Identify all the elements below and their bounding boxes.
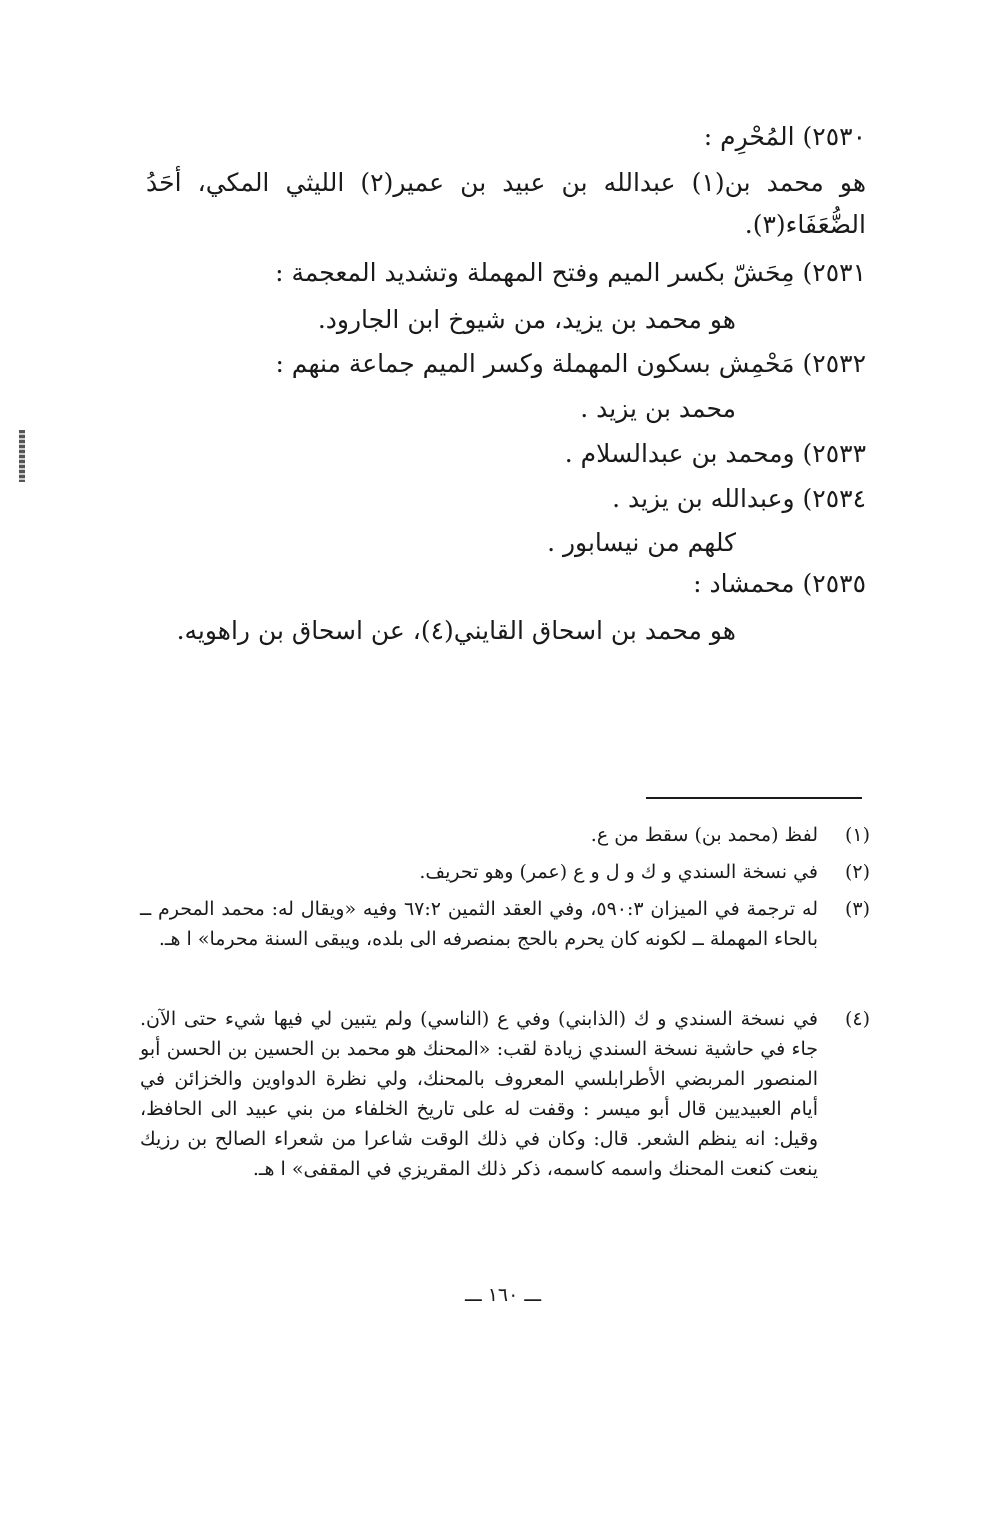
entry-2530-line-1: هو محمد بن(١) عبدالله بن عبيد بن عمير(٢) الليثي المكي، أحَدُ [146, 168, 867, 197]
entry-2530-heading: ٢٥٣٠) المُحْرِم : [703, 122, 866, 151]
footnote-separator [646, 797, 862, 799]
footnote-2-mark: (٢) [844, 861, 870, 883]
margin-scan-mark [19, 430, 25, 482]
footnote-2 [138, 857, 870, 887]
footnote-1-mark: (١) [844, 824, 870, 846]
page-number: ـــ ١٦٠ ـــ [464, 1284, 542, 1306]
entry-2531-heading: ٢٥٣١) مِحَشّ بكسر الميم وفتح المهملة وتشديد المعجمة : [275, 258, 866, 287]
footnote-4-mark: (٤) [844, 1008, 870, 1030]
footnote-4 [140, 1004, 870, 1184]
entry-2535-heading: ٢٥٣٥) محمشاد : [693, 569, 866, 598]
footnote-1 [138, 820, 870, 850]
entry-2532-heading: ٢٥٣٢) مَحْمِش بسكون المهملة وكسر الميم جماعة منهم : [275, 349, 866, 378]
entry-2530-line-2: الضُّعَفَاء(٣). [744, 210, 866, 239]
footnote-3 [140, 894, 870, 954]
entry-2531-body: هو محمد بن يزيد، من شيوخ ابن الجارود. [317, 305, 736, 334]
footnote-1-text: لفظ (محمد بن) سقط من ع. [590, 824, 818, 846]
footnote-4-text: في نسخة السندي و ك (الذابني) وفي ع (الناسي) ولم يتبين لي فيها شيء حتى الآن. جاء في حاشية نسخة السندي زيادة لقب: «المحنك هو محمد بن الحسين بن الحسن أبو المنصور المربضي الأطرابلسي المعروف بالمحنك، ولي نظرة الدواوين والخزائن في أيام العبيديين قال أبو ميسر : وقفت له على تاريخ الخلفاء من بني عبيد الى الحافظ، وقيل: انه ينظم الشعر. قال: وكان في ذلك الوقت شاعرا من شعراء الصالح بن رزيك ينعت كنعت المحنك واسمه كاسمه، ذكر ذلك المقريزي في المقفى» ا هـ. [140, 1008, 818, 1180]
footnote-3-text: له ترجمة في الميزان ٥٩٠:٣، وفي العقد الثمين ٦٧:٢ وفيه «ويقال له: محمد المحرم ــ بالحاء المهملة ــ لكونه كان يحرم بالحج بمنصرفه الى بلده، ويبقى السنة محرما» ا هـ. [140, 898, 819, 950]
entry-2534-heading: ٢٥٣٤) وعبدالله بن يزيد . [612, 484, 866, 513]
entry-2534-note: كلهم من نيسابور . [547, 528, 736, 557]
footnote-3-mark: (٣) [844, 898, 870, 920]
entry-2532-body: محمد بن يزيد . [580, 394, 736, 423]
entry-2535-body: هو محمد بن اسحاق القايني(٤)، عن اسحاق بن راهويه. [176, 616, 736, 645]
footnote-2-text: في نسخة السندي و ك و ل و ع (عمر) وهو تحريف. [419, 861, 818, 883]
entry-2533-heading: ٢٥٣٣) ومحمد بن عبدالسلام . [564, 439, 866, 468]
